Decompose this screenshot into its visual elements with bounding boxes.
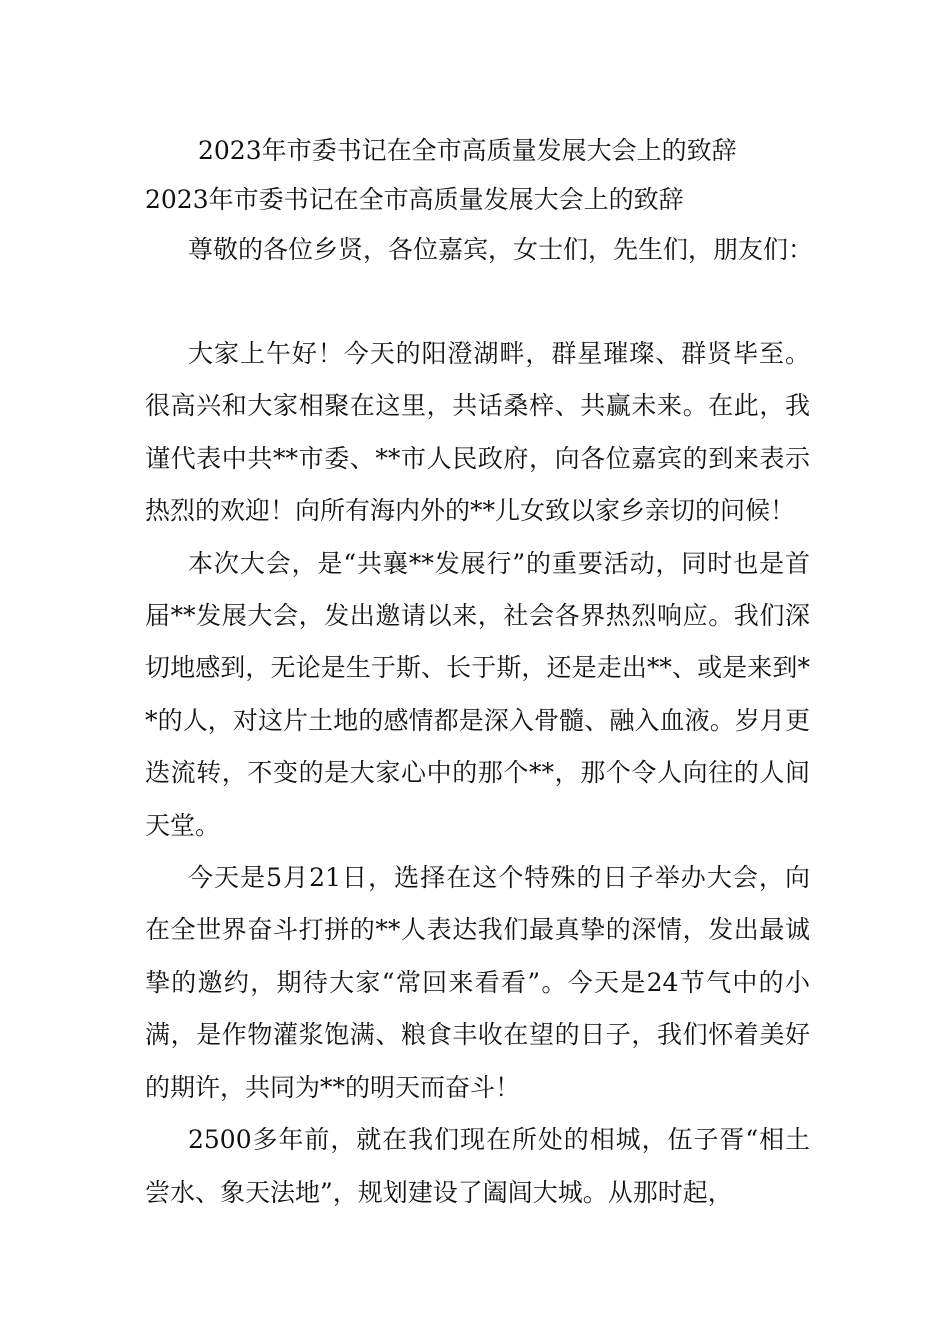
document-body (145, 328, 810, 1219)
paragraph-2: 本次大会，是“共襄**发展行”的重要活动，同时也是首届**发展大会，发出邀请以来，社会各界热烈响应。我们深切地感到，无论是生于斯、长于斯，还是走出**、或是来到**的人，对这片土地的感情都是深入骨髓、融入血液。岁月更迭流转，不变的是大家心中的那个**，那个令人向往的人间天堂。 (145, 548, 810, 840)
salutation: 尊敬的各位乡贤，各位嘉宾，女士们，先生们，朋友们： (188, 235, 814, 264)
paragraph-4: 2500多年前，就在我们现在所处的相城，伍子胥“相土尝水、象天法地”，规划建设了阖闾大城。从那时起， (145, 1125, 810, 1207)
paragraph-3: 今天是5月21日，选择在这个特殊的日子举办大会，向在全世界奋斗打拼的**人表达我们最真挚的深情，发出最诚挚的邀约，期待大家“常回来看看”。今天是24节气中的小满，是作物灌浆饱满、粮食丰收在望的日子，我们怀着美好的期许，共同为**的明天而奋斗！ (145, 863, 810, 1102)
document-subtitle: 2023年市委书记在全市高质量发展大会上的致辞 (145, 185, 684, 214)
paragraph-1: 大家上午好！今天的阳澄湖畔，群星璀璨、群贤毕至。很高兴和大家相聚在这里，共话桑梓、共赢未来。在此，我谨代表中共**市委、**市人民政府，向各位嘉宾的到来表示热烈的欢迎！向所有海内外的**儿女致以家乡亲切的问候！ (145, 339, 810, 526)
document-title: 2023年市委书记在全市高质量发展大会上的致辞 (198, 136, 737, 165)
